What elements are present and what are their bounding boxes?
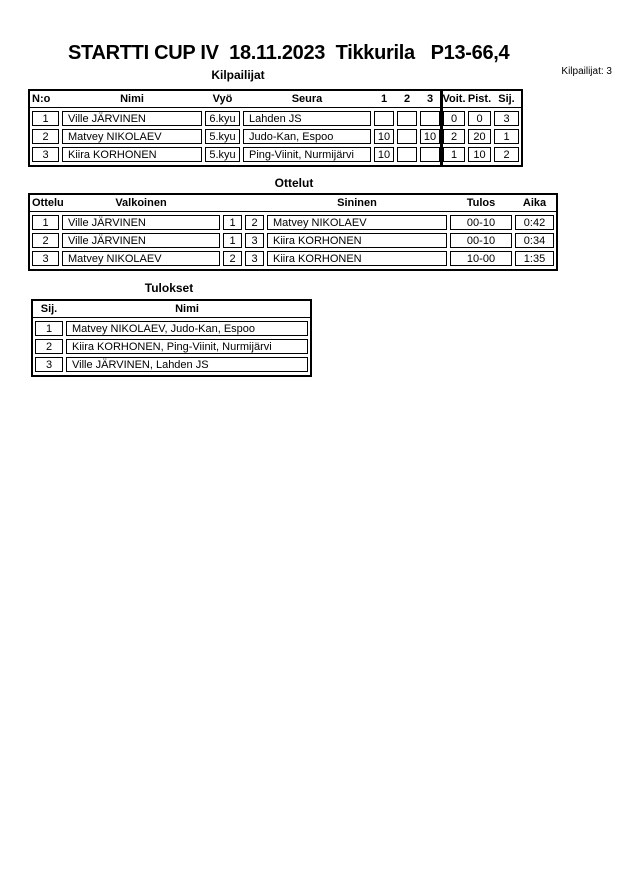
competitor-name: Kiira KORHONEN [62,147,202,162]
result-placement: 3 [35,357,63,372]
round1-score: 10 [374,129,394,144]
col-header-pist: Pist. [467,93,492,105]
white-player-number: 1 [223,233,242,248]
placement: 3 [494,111,519,126]
section-heading-kilpailijat: Kilpailijat [211,68,265,82]
competitors-header-row [30,91,521,108]
round2-score [397,129,417,144]
result-placement: 2 [35,339,63,354]
match-result: 10-00 [450,251,512,266]
competitor-club: Judo-Kan, Espoo [243,129,371,144]
table-row [32,147,519,162]
col-header-round3: 3 [426,93,434,105]
blue-player-number: 3 [245,233,264,248]
competitor-name: Matvey NIKOLAEV [62,129,202,144]
white-player: Ville JÄRVINEN [62,233,220,248]
competitor-number: 1 [32,111,59,126]
match-number: 1 [32,215,59,230]
result-placement: 1 [35,321,63,336]
col-header-sij: Sij. [498,93,515,105]
round3-score: 10 [420,129,440,144]
competitor-belt: 5.kyu [205,129,240,144]
col-header-round2: 2 [403,93,411,105]
table-row [32,251,554,266]
points: 20 [468,129,491,144]
table-row [32,233,554,248]
blue-player-number: 2 [245,215,264,230]
col-header-ottelu: Ottelu [32,197,64,209]
round1-score [374,111,394,126]
table-row [32,129,519,144]
white-player-number: 2 [223,251,242,266]
col-header-nimi: Nimi [175,303,199,315]
matches-table [28,193,558,271]
matches-header-row [30,195,556,212]
round2-score [397,147,417,162]
table-row [35,357,308,372]
wins: 1 [443,147,465,162]
col-header-nimi: Nimi [120,93,144,105]
wins: 0 [443,111,465,126]
competitor-number: 2 [32,129,59,144]
result-name: Kiira KORHONEN, Ping-Viinit, Nurmijärvi [66,339,308,354]
col-header-valkoinen: Valkoinen [115,197,167,209]
table-row [32,111,519,126]
match-number: 2 [32,233,59,248]
table-row [32,215,554,230]
col-header-round1: 1 [380,93,388,105]
col-header-no: N:o [32,93,51,105]
col-header-tulos: Tulos [466,197,496,209]
col-header-aika: Aika [522,197,547,209]
match-time: 0:42 [515,215,554,230]
white-player: Matvey NIKOLAEV [62,251,220,266]
blue-player-number: 3 [245,251,264,266]
match-result: 00-10 [450,215,512,230]
round2-score [397,111,417,126]
competitors-table [28,89,523,167]
round3-score [420,111,440,126]
match-number: 3 [32,251,59,266]
points: 10 [468,147,491,162]
table-divider [440,91,443,165]
col-header-seura: Seura [291,93,323,105]
competitor-number: 3 [32,147,59,162]
placement: 1 [494,129,519,144]
competitor-club: Ping-Viinit, Nurmijärvi [243,147,371,162]
col-header-voit: Voit. [442,93,466,105]
results-table [31,299,312,377]
white-player: Ville JÄRVINEN [62,215,220,230]
table-row [35,321,308,336]
competitor-name: Ville JÄRVINEN [62,111,202,126]
white-player-number: 1 [223,215,242,230]
section-heading-tulokset: Tulokset [144,281,194,295]
blue-player: Matvey NIKOLAEV [267,215,447,230]
match-result: 00-10 [450,233,512,248]
competitor-belt: 5.kyu [205,147,240,162]
result-name: Matvey NIKOLAEV, Judo-Kan, Espoo [66,321,308,336]
matches-body [30,212,556,269]
table-row [35,339,308,354]
section-heading-ottelut: Ottelut [274,176,314,190]
competitors-body [30,108,521,165]
result-name: Ville JÄRVINEN, Lahden JS [66,357,308,372]
results-body [33,318,310,375]
match-time: 0:34 [515,233,554,248]
page-title: STARTTI CUP IV 18.11.2023 Tikkurila P13-66,4 [68,42,510,64]
blue-player: Kiira KORHONEN [267,251,447,266]
competitors-count-label: Kilpailijat: 3 [561,66,612,77]
competitor-club: Lahden JS [243,111,371,126]
col-header-sij: Sij. [40,303,58,315]
points: 0 [468,111,491,126]
round3-score [420,147,440,162]
col-header-sininen: Sininen [337,197,377,209]
results-header-row [33,301,310,318]
blue-player: Kiira KORHONEN [267,233,447,248]
round1-score: 10 [374,147,394,162]
placement: 2 [494,147,519,162]
match-time: 1:35 [515,251,554,266]
wins: 2 [443,129,465,144]
competitor-belt: 6.kyu [205,111,240,126]
col-header-vyo: Vyö [212,93,233,105]
